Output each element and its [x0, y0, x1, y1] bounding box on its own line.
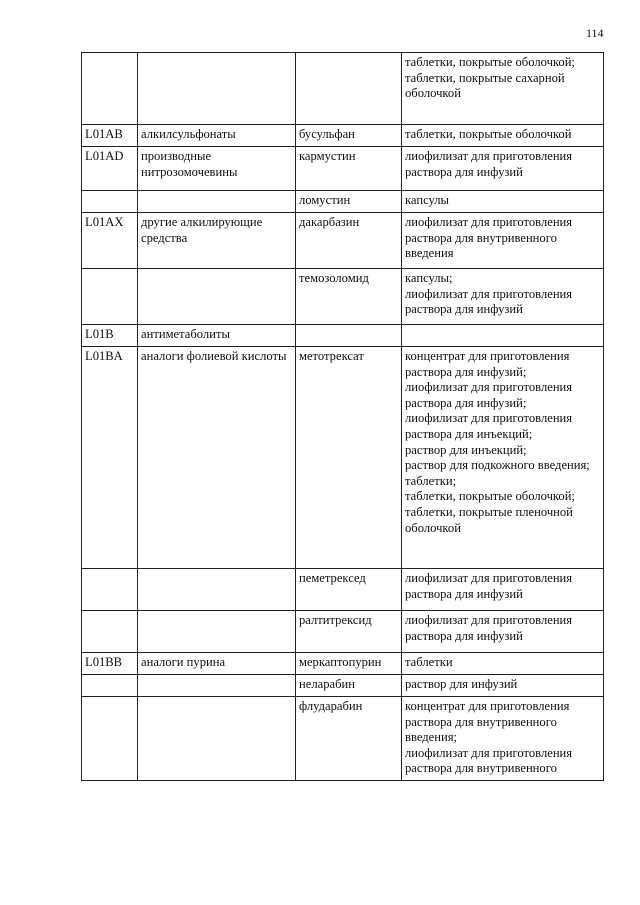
group-cell — [138, 569, 296, 611]
drug-name-cell: пеметрексед — [296, 569, 402, 611]
dosage-form: капсулы; — [405, 271, 453, 285]
table-row — [82, 213, 604, 269]
drug-table — [81, 52, 604, 781]
table-row — [82, 269, 604, 325]
dosage-forms-cell — [402, 347, 604, 569]
atc-code-cell: L01BA — [82, 347, 138, 569]
dosage-form: лиофилизат для приготовления раствора для инфузий; — [405, 380, 573, 410]
atc-code-cell — [82, 569, 138, 611]
dosage-form: лиофилизат для приготовления раствора для инфузий — [405, 571, 573, 601]
drug-name-cell: неларабин — [296, 675, 402, 697]
dosage-forms-cell — [402, 611, 604, 653]
atc-code-cell: L01AD — [82, 147, 138, 191]
drug-name-cell: меркаптопурин — [296, 653, 402, 675]
drug-name-cell: метотрексат — [296, 347, 402, 569]
dosage-form: концентрат для приготовления раствора для инфузий; — [405, 349, 570, 379]
dosage-forms-cell — [402, 53, 604, 125]
atc-code-cell — [82, 611, 138, 653]
atc-code-cell — [82, 697, 138, 781]
atc-code-cell — [82, 269, 138, 325]
dosage-form: таблетки, покрытые оболочкой; — [405, 55, 575, 69]
dosage-form: раствор для инъекций; — [405, 442, 527, 457]
dosage-form: лиофилизат для приготовления раствора для внутривенного — [405, 745, 573, 776]
atc-code-cell — [82, 675, 138, 697]
table-row — [82, 53, 604, 125]
drug-name-cell: флударабин — [296, 697, 402, 781]
drug-name-cell: кармустин — [296, 147, 402, 191]
dosage-forms-cell — [402, 697, 604, 781]
dosage-forms-cell — [402, 147, 604, 191]
drug-name-cell: ралтитрексид — [296, 611, 402, 653]
drug-name-cell: темозоломид — [296, 269, 402, 325]
dosage-forms-cell — [402, 213, 604, 269]
table-body — [82, 53, 604, 781]
table-row — [82, 125, 604, 147]
dosage-form: таблетки, покрытые оболочкой; — [405, 489, 575, 504]
atc-code-cell — [82, 53, 138, 125]
dosage-form: лиофилизат для приготовления раствора для инфузий — [405, 613, 573, 643]
dosage-form: таблетки — [405, 655, 453, 669]
group-cell: алкилсульфонаты — [138, 125, 296, 147]
group-cell — [138, 675, 296, 697]
group-cell: другие алкилирующие средства — [138, 213, 296, 269]
table-row — [82, 569, 604, 611]
atc-code-cell — [82, 191, 138, 213]
drug-name-cell: бусульфан — [296, 125, 402, 147]
dosage-form: концентрат для приготовления раствора для внутривенного введения; — [405, 699, 570, 745]
atc-code-cell: L01BB — [82, 653, 138, 675]
group-cell — [138, 53, 296, 125]
dosage-form: таблетки, покрытые оболочкой — [405, 127, 572, 141]
dosage-form: лиофилизат для приготовления раствора для внутривенного введения — [405, 215, 573, 261]
table-row — [82, 653, 604, 675]
table-row — [82, 191, 604, 213]
drug-name-cell: ломустин — [296, 191, 402, 213]
table-row — [82, 347, 604, 569]
table-row — [82, 675, 604, 697]
group-cell — [138, 697, 296, 781]
atc-code-cell: L01AX — [82, 213, 138, 269]
dosage-form: лиофилизат для приготовления раствора для инъекций; — [405, 411, 573, 441]
atc-code-cell: L01B — [82, 325, 138, 347]
group-cell — [138, 611, 296, 653]
dosage-forms-cell — [402, 125, 604, 147]
dosage-form: таблетки; — [405, 473, 457, 488]
group-cell: аналоги фолиевой кислоты — [138, 347, 296, 569]
dosage-form: лиофилизат для приготовления раствора для инфузий — [405, 149, 573, 179]
dosage-forms-cell — [402, 653, 604, 675]
dosage-form: капсулы — [405, 193, 450, 207]
dosage-form: раствор для подкожного введения; — [405, 458, 590, 473]
table-row — [82, 611, 604, 653]
dosage-forms-cell — [402, 569, 604, 611]
dosage-form: лиофилизат для приготовления раствора для инфузий — [405, 286, 573, 317]
dosage-form: раствор для инфузий — [405, 677, 518, 691]
dosage-form: таблетки, покрытые пленочной оболочкой — [405, 504, 573, 535]
drug-name-cell — [296, 53, 402, 125]
dosage-forms-cell — [402, 269, 604, 325]
table-row — [82, 147, 604, 191]
dosage-forms-cell — [402, 191, 604, 213]
page-number: 114 — [586, 26, 604, 40]
dosage-forms-cell — [402, 325, 604, 347]
table-row — [82, 325, 604, 347]
drug-name-cell: дакарбазин — [296, 213, 402, 269]
group-cell: антиметаболиты — [138, 325, 296, 347]
group-cell: производные нитрозомочевины — [138, 147, 296, 191]
group-cell: аналоги пурина — [138, 653, 296, 675]
group-cell — [138, 191, 296, 213]
drug-name-cell — [296, 325, 402, 347]
table-row — [82, 697, 604, 781]
dosage-form: таблетки, покрытые сахарной оболочкой — [405, 70, 565, 101]
group-cell — [138, 269, 296, 325]
dosage-forms-cell — [402, 675, 604, 697]
atc-code-cell: L01AB — [82, 125, 138, 147]
